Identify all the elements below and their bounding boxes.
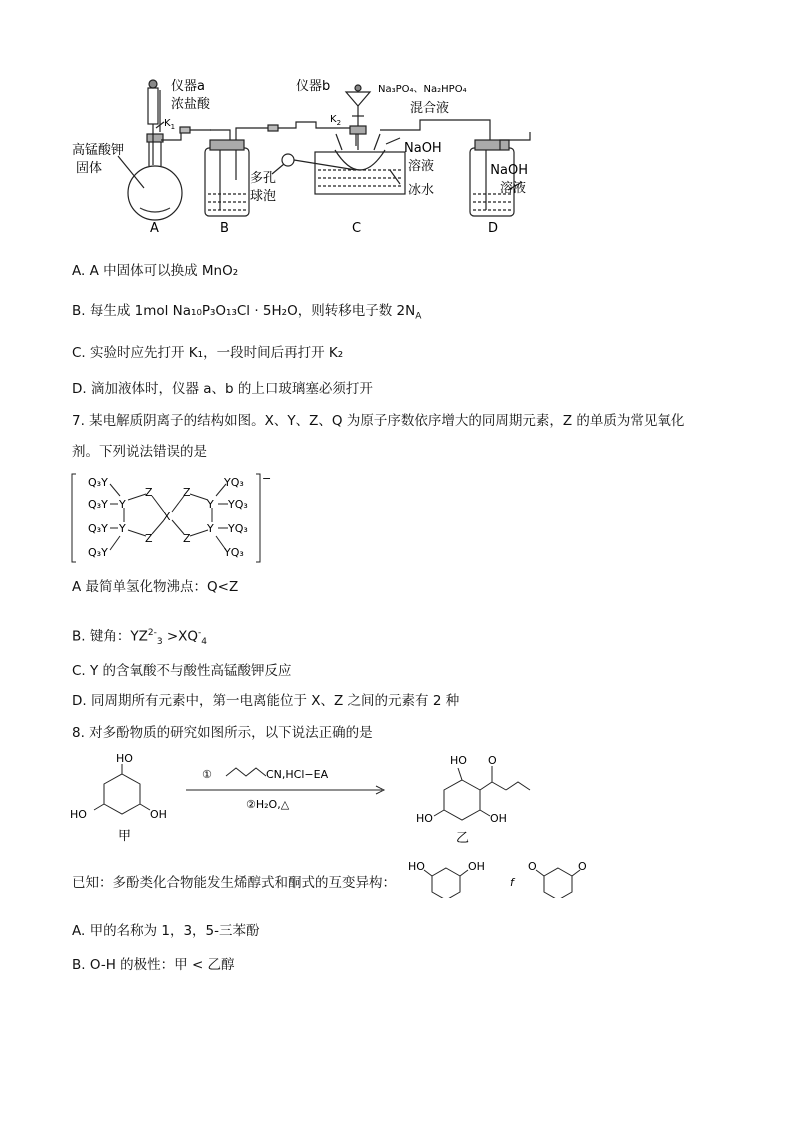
struct-z-3: Z [183,486,191,499]
naoh-c-line2: 溶液 [408,159,435,174]
naoh-d-line2: 溶液 [499,181,526,196]
q6-option-a: A. A 中固体可以换成 MnO₂ [72,263,239,279]
ice-water-label: 冰水 [408,183,435,198]
struct-yq3-2: YQ₃ [228,498,248,511]
anion-structure [70,470,280,566]
q8-known: 已知：多酚类化合物能发生烯醇式和酮式的互变异构： [72,875,396,891]
label-b: B [220,221,229,236]
reagent-1-num: ① [202,768,212,781]
struct-q3y-4: Q₃Y [88,546,108,559]
label-a: A [150,221,159,236]
label-yi: 乙 [456,831,470,846]
reaction-scheme [66,752,566,848]
struct-y-4: Y [207,522,214,535]
q6-option-d: D. 滴加液体时，仪器 a、b 的上口玻璃塞必须打开 [72,381,373,397]
label-c: C [352,221,362,236]
phosphate-mix-label: 混合液 [410,101,450,116]
phosphate-mix-formula: Na₃PO₄、Na₂HPO₄ [378,84,467,95]
taut-ho: HO [408,860,425,873]
struct-x: X [163,510,171,523]
q8-option-b: B. O-H 的极性：甲 < 乙醇 [72,957,235,973]
yi-o-carbonyl: O [488,754,497,767]
reagent-1-text: CN,HCl−EA [266,768,329,781]
naoh-d-line1: NaOH [490,163,528,178]
struct-yq3-1: YQ₃ [224,476,244,489]
struct-y-2: Y [119,522,126,535]
ring-yi [444,780,480,820]
stopper-a [147,134,163,142]
q8-stem: 8. 对多酚物质的研究如图所示，以下说法正确的是 [72,725,373,741]
label-d: D [488,221,499,236]
kmno4-label-line1: 高锰酸钾 [72,143,125,158]
yi-ho-left: HO [416,812,433,825]
apparatus-diagram [60,70,540,240]
jia-oh-right: OH [150,808,167,821]
q7-stem-line2: 剂。下列说法错误的是 [72,444,207,460]
struct-z-2: Z [145,532,153,545]
q6-option-b: B. 每生成 1mol Na₁₀P₃O₁₃Cl · 5H₂O，则转移电子数 $2N_A$ [72,303,422,322]
ring-jia [104,774,140,814]
porous-label-line2: 球泡 [250,189,277,204]
struct-y-1: Y [119,498,126,511]
tautomer-scheme [406,858,606,898]
porous-label-line1: 多孔 [250,171,277,186]
q8-option-a: A. 甲的名称为 1，3，5-三苯酚 [72,923,260,939]
q7-option-a: A 最简单氢化物沸点：Q<Z [72,579,239,595]
q7-stem-line1: 7. 某电解质阴离子的结构如图。X、Y、Z、Q 为原子序数依序增大的同周期元素，Z 的单质为常见氧化 [72,413,685,429]
instrument-a-label: 仪器a [171,79,205,94]
yi-ho-top: HO [450,754,467,767]
conc-hcl-label: 浓盐酸 [171,97,211,112]
struct-y-3: Y [207,498,214,511]
q7-option-c: C. Y 的含氧酸不与酸性高锰酸钾反应 [72,663,292,679]
struct-yq3-3: YQ₃ [228,522,248,535]
jia-ho-top: HO [116,752,133,765]
naoh-c-line1: NaOH [404,141,442,156]
struct-yq3-4: YQ₃ [224,546,244,559]
struct-z-1: Z [145,486,153,499]
kmno4-label-line2: 固体 [76,161,103,176]
k2-label: $K_2$ [330,114,342,127]
jia-ho-left: HO [70,808,87,821]
q7-option-b: B. 键角：$YZ^{2-}_3 >XQ^-_4$ [72,628,208,648]
struct-q3y-1: Q₃Y [88,476,108,489]
taut-oh: OH [468,860,485,873]
yi-oh-right: OH [490,812,507,825]
struct-charge: − [262,472,272,485]
struct-q3y-2: Q₃Y [88,498,108,511]
q6-option-c: C. 实验时应先打开 K₁，一段时间后再打开 K₂ [72,345,344,361]
reagent-2: ②H₂O,△ [246,798,290,811]
label-jia: 甲 [118,829,132,844]
taut-o-left: O [528,860,537,873]
taut-equilibrium: f [510,876,514,889]
taut-o-right: O [578,860,587,873]
struct-z-4: Z [183,532,191,545]
instrument-b-label: 仪器b [296,79,331,94]
struct-q3y-3: Q₃Y [88,522,108,535]
k1-label: $K_1$ [164,118,176,131]
q7-option-d: D. 同周期所有元素中，第一电离能位于 X、Z 之间的元素有 2 种 [72,693,460,709]
